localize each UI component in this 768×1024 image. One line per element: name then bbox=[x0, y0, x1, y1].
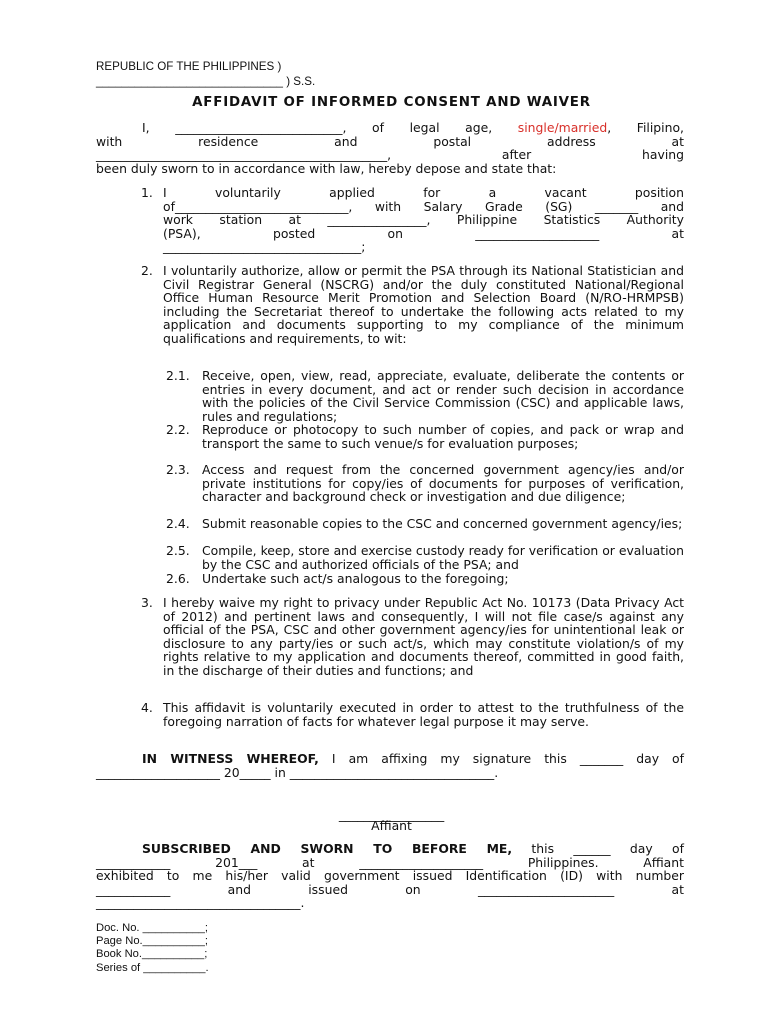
subitem-2-4: 2.4. Submit reasonable copies to the CSC and concerned government agency/ies; bbox=[166, 516, 683, 531]
subitem-2-2: 2.2. Reproduce or photocopy to such number of copies, and pack or wrap and transport the same to such venue/s for evaluation purposes; bbox=[166, 422, 684, 451]
jurat-line-3: exhibited to me his/her valid government issued Identification (ID) with number bbox=[96, 868, 684, 884]
witness-line-2: ____________________ 20_____ in _________________________________. bbox=[96, 764, 499, 780]
intro-line-1: I, ___________________________, of legal age, single/married, Filipino, bbox=[142, 120, 684, 135]
subitem-2-6: 2.6. Undertake such act/s analogous to the foregoing; bbox=[166, 571, 509, 586]
item-3 bbox=[141, 596, 684, 678]
item-number: 1. bbox=[141, 185, 153, 200]
book-no: Book No.__________; bbox=[96, 948, 208, 961]
intro-line-3: _______________________________________________, after having bbox=[96, 147, 684, 163]
header-line-republic: REPUBLIC OF THE PHILIPPINES ) bbox=[96, 60, 282, 73]
item-1 bbox=[141, 186, 684, 254]
page-no: Page No.__________; bbox=[96, 935, 208, 948]
venue-header bbox=[96, 59, 396, 90]
jurat-line-4: ____________ and issued on ______________________ at bbox=[96, 881, 684, 897]
item-text: This affidavit is voluntarily executed in order to attest to the truthfulness of the foregoing narration of facts for whatever legal purpose it may serve. bbox=[163, 700, 684, 729]
jurat-line-2: ____________ 201___ at ____________________ Philippines. Affiant bbox=[96, 854, 684, 870]
series-of: Series of __________. bbox=[96, 961, 209, 974]
witness-paragraph bbox=[96, 752, 684, 779]
item-2 bbox=[141, 264, 684, 346]
subitem-2-5: 2.5. Compile, keep, store and exercise custody ready for verification or evaluation by the CSC and authorized officials of the PSA; and bbox=[166, 543, 684, 572]
affiant-label: Affiant bbox=[371, 818, 412, 833]
header-line-ss: _____________________________ ) S.S. bbox=[96, 75, 316, 89]
intro-line-4: been duly sworn to in accordance with law, hereby depose and state that: bbox=[96, 160, 557, 176]
signature-line: _________________ bbox=[338, 807, 445, 822]
jurat-line-5: _________________________________. bbox=[96, 895, 305, 911]
subitem-2-1: 2.1. Receive, open, view, read, appreciate, evaluate, deliberate the contents or entries in every document, and act or render such decision in accordance with the policies of the Civil Service Commission (CSC) and applicable laws, rules and regulations; bbox=[166, 368, 684, 424]
document-title: AFFIDAVIT OF INFORMED CONSENT AND WAIVER bbox=[192, 95, 591, 110]
intro-line-2: with residence and postal address at bbox=[96, 133, 684, 149]
jurat-line-1: SUBSCRIBED AND SWORN TO BEFORE ME, this ______ day of bbox=[142, 841, 684, 856]
jurat-paragraph bbox=[96, 842, 684, 910]
item-text: I voluntarily applied for a vacant position of____________________________, with Salary Grade (SG) _______ and work station at ________________, Philippine Statistics Authority (PSA), posted on ____________________ at ________________________________; bbox=[163, 185, 684, 255]
intro-paragraph bbox=[96, 121, 684, 175]
item-number: 3. bbox=[141, 595, 153, 610]
doc-no: Doc. No. __________; bbox=[96, 922, 208, 934]
notarial-register bbox=[96, 922, 209, 975]
item-number: 4. bbox=[141, 700, 153, 715]
item-text: I voluntarily authorize, allow or permit the PSA through its National Statistician and Civil Registrar General (NSCRG) and/or the duly constituted National/Regional Office Human Resource Merit Promotion and Selection Board (N/RO-HRMPSB) including the Secretariat thereof to undertake the following acts related to my application and documents supporting to my compliance of the minimum qualifications and requirements, to wit: bbox=[163, 263, 684, 346]
witness-line-1: IN WITNESS WHEREOF, I am affixing my signature this _______ day of bbox=[142, 751, 685, 766]
item-text: I hereby waive my right to privacy under Republic Act No. 10173 (Data Privacy Act of 2012) and pertinent laws and consequently, I will not file case/s against any official of the PSA, CSC and other government agency/ies for unintentional leak or disclosure to any party/ies or such act/s, which may constitute violation/s of my rights relative to my application and documents thereof, committed in good faith, in the discharge of their duties and functions; and bbox=[163, 595, 684, 678]
civil-status-text: single/married bbox=[517, 120, 608, 135]
subitem-2-3: 2.3. Access and request from the concerned government agency/ies and/or private institutions for copy/ies of documents for purposes of verification, character and background check or investigation and due diligence; bbox=[166, 462, 684, 505]
item-4 bbox=[141, 701, 684, 728]
item-number: 2. bbox=[141, 263, 153, 278]
